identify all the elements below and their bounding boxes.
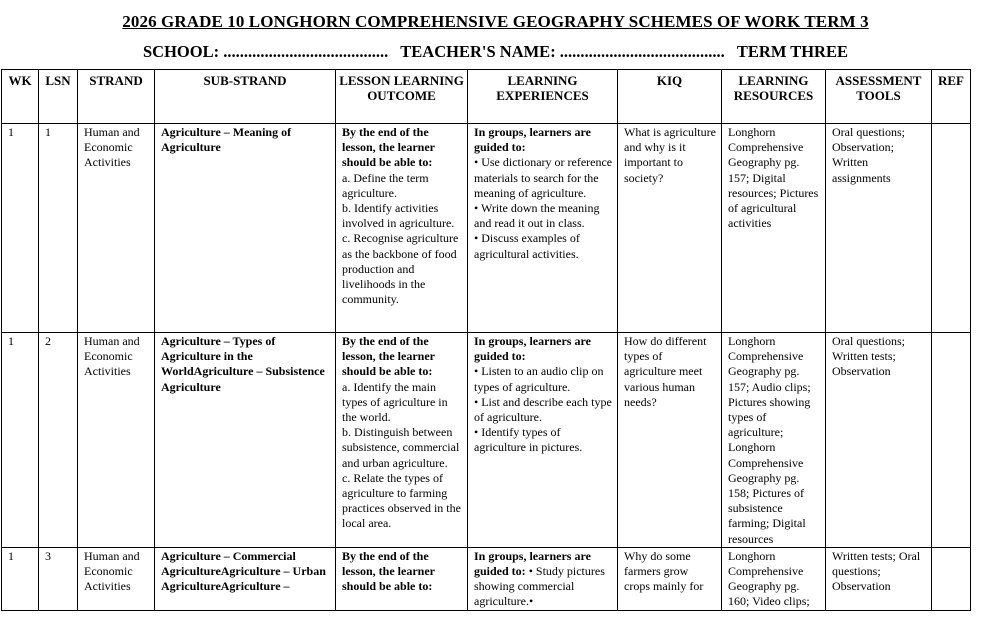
experience-item: • Use dictionary or reference materials to search for the meaning of agriculture. [474, 155, 613, 200]
cell-strand: Human and Economic Activities [78, 333, 155, 548]
cell-experiences [468, 547, 618, 610]
outcome-lead: By the end of the lesson, the learner should be able to: [342, 334, 435, 379]
cell-kiq: How do different types of agriculture meet various human needs? [618, 333, 722, 548]
experience-item: • Write down the meaning and read it out in class. [474, 201, 600, 231]
header-wk: WK [2, 70, 39, 124]
header-experiences: LEARNING EXPERIENCES [468, 70, 618, 124]
cell-substrand: Agriculture – Meaning of Agriculture [155, 124, 336, 333]
outcome-item: c. Relate the types of agriculture to farming practices observed in the local area. [342, 470, 461, 531]
scheme-table [1, 69, 971, 611]
experience-item: • Study pictures showing commercial agriculture.• [474, 564, 605, 609]
header-outcome: LESSON LEARNING OUTCOME [336, 70, 468, 124]
cell-lsn: 3 [39, 547, 78, 610]
header-strand: STRAND [78, 70, 155, 124]
cell-resources: Longhorn Comprehensive Geography pg. 160; Video clips; [722, 547, 826, 610]
experience-item: • Identify types of agriculture in pictures. [474, 425, 583, 455]
experiences-lead: In groups, learners are guided to: [474, 125, 591, 155]
header-substrand: SUB-STRAND [155, 70, 336, 124]
cell-outcome [336, 124, 468, 333]
cell-resources: Longhorn Comprehensive Geography pg. 157; Digital resources; Pictures of agricultural activities [722, 124, 826, 333]
cell-resources: Longhorn Comprehensive Geography pg. 157; Audio clips; Pictures showing types of agriculture; Longhorn Comprehensive Geography pg. 158; Pictures of subsistence farming; Digital resources [722, 333, 826, 548]
document-title: 2026 GRADE 10 LONGHORN COMPREHENSIVE GEOGRAPHY SCHEMES OF WORK TERM 3 [122, 12, 869, 31]
cell-wk: 1 [2, 547, 39, 610]
table-row [2, 124, 971, 333]
experience-item: • Discuss examples of agricultural activities. [474, 231, 580, 261]
table-row [2, 333, 971, 548]
table-header-row [2, 70, 971, 124]
outcome-lead: By the end of the lesson, the learner should be able to: [342, 125, 435, 170]
cell-outcome [336, 547, 468, 610]
header-lsn: LSN [39, 70, 78, 124]
cell-lsn: 2 [39, 333, 78, 548]
experience-item: • List and describe each type of agriculture. [474, 394, 612, 425]
header-resources: LEARNING RESOURCES [722, 70, 826, 124]
cell-assessment: Oral questions; Observation; Written assignments [826, 124, 932, 333]
outcome-item: a. Define the term agriculture. [342, 170, 429, 200]
cell-ref [932, 124, 971, 333]
experiences-lead: In groups, learners are guided to: [474, 334, 591, 364]
cell-wk: 1 [2, 333, 39, 548]
cell-experiences [468, 333, 618, 548]
experience-item: • Listen to an audio clip on types of agriculture. [474, 364, 604, 394]
cell-strand: Human and Economic Activities [78, 124, 155, 333]
header-ref: REF [932, 70, 971, 124]
table-row [2, 547, 971, 610]
header-kiq: KIQ [618, 70, 722, 124]
cell-substrand [155, 547, 336, 610]
cell-experiences [468, 124, 618, 333]
cell-assessment: Written tests; Oral questions; Observation [826, 547, 932, 610]
cell-kiq: Why do some farmers grow crops mainly for [618, 547, 722, 610]
cell-ref [932, 333, 971, 548]
outcome-lead: By the end of the lesson, the learner should be able to: [342, 548, 435, 594]
cell-ref [932, 547, 971, 610]
header-assessment: ASSESSMENT TOOLS [826, 70, 932, 124]
document-subtitle: SCHOOL: ........................................ TEACHER'S NAME: ........................................ TERM THREE [143, 42, 848, 61]
outcome-item: a. Identify the main types of agriculture in the world. [342, 379, 448, 425]
cell-kiq: What is agriculture and why is it important to society? [618, 124, 722, 333]
cell-substrand: Agriculture – Types of Agriculture in the WorldAgriculture – Subsistence Agriculture [155, 333, 336, 548]
experiences-lead: In groups, learners are guided to: [474, 548, 591, 579]
substrand-text: Agriculture – Commercial AgricultureAgriculture – Urban AgricultureAgriculture – [161, 548, 326, 594]
cell-assessment: Oral questions; Written tests; Observation [826, 333, 932, 548]
cell-outcome [336, 333, 468, 548]
outcome-item: c. Recognise agriculture as the backbone of food production and livelihoods in the community. [342, 231, 459, 307]
cell-strand: Human and Economic Activities [78, 547, 155, 610]
cell-lsn: 1 [39, 124, 78, 333]
outcome-item: b. Distinguish between subsistence, commercial and urban agriculture. [342, 425, 460, 470]
outcome-item: b. Identify activities involved in agriculture. [342, 201, 455, 231]
cell-wk: 1 [2, 124, 39, 333]
